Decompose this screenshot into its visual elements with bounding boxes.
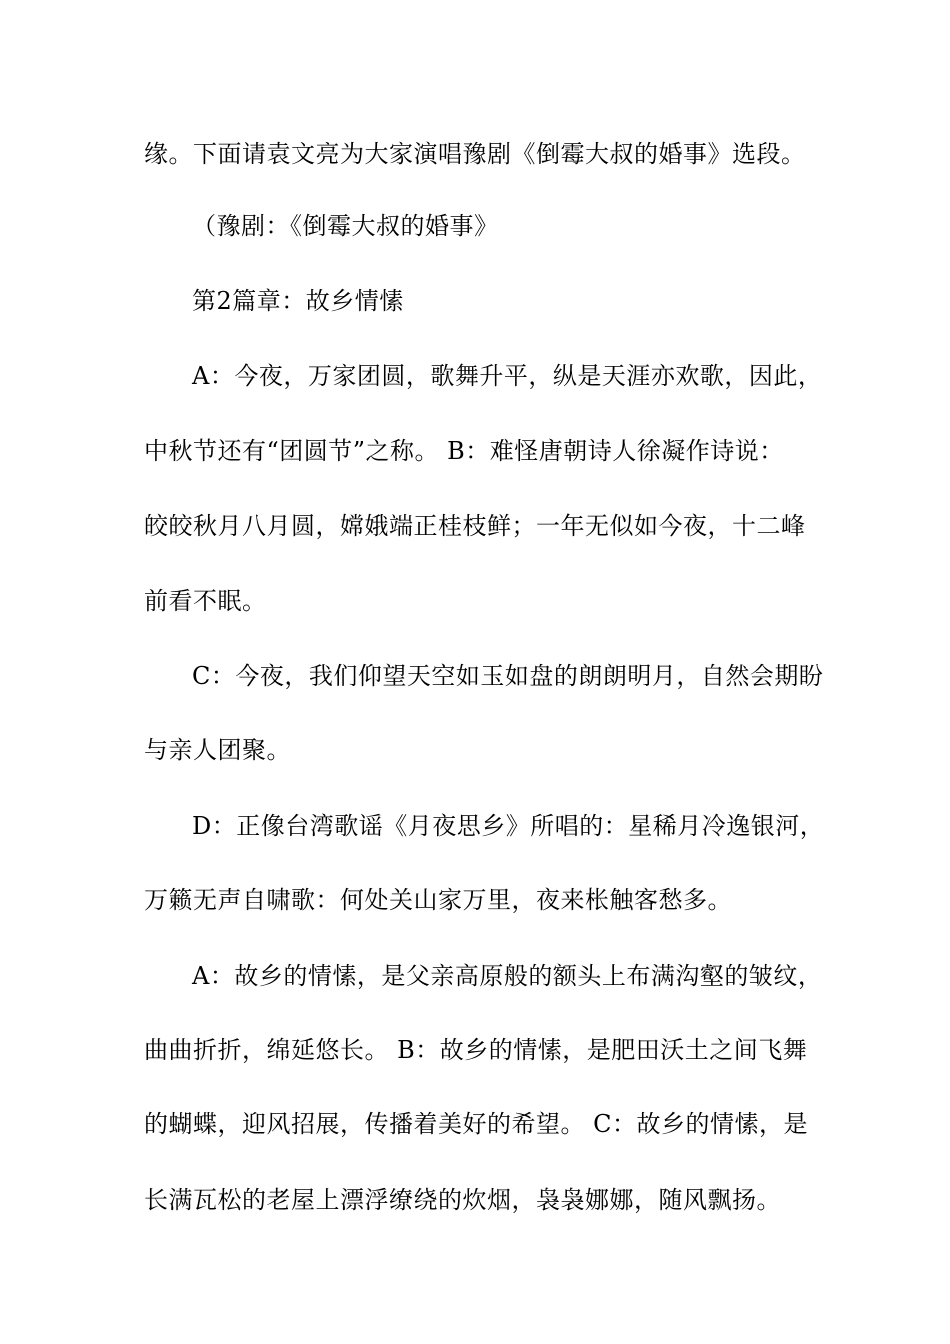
text-line-12: A：故乡的情愫，是父亲高原般的额头上布满沟壑的皱纹，	[192, 962, 823, 990]
section-heading: 第2篇章：故乡情愫	[192, 287, 404, 315]
text-line-6: 皎皎秋月八月圆，嫦娥端正桂枝鲜；一年无似如今夜，十二峰	[144, 512, 806, 540]
text-line-13: 曲曲折折，绵延悠长。 B：故乡的情愫，是肥田沃土之间飞舞	[144, 1036, 808, 1064]
text-line-10: D：正像台湾歌谣《月夜思乡》所唱的：星稀月冷逸银河，	[192, 812, 825, 840]
text-line-7: 前看不眠。	[144, 587, 267, 615]
text-line-9: 与亲人团聚。	[144, 736, 291, 764]
text-line-8: C：今夜，我们仰望天空如玉如盘的朗朗明月，自然会期盼	[192, 662, 824, 690]
text-line-2: （豫剧：《倒霉大叔的婚事》	[192, 212, 499, 240]
text-line-11: 万籁无声自啸歌：何处关山家万里，夜来枨触客愁多。	[144, 886, 732, 914]
text-line-14: 的蝴蝶，迎风招展，传播着美好的希望。 C：故乡的情愫，是	[144, 1110, 808, 1138]
text-line-5: 中秋节还有“团圆节”之称。 B：难怪唐朝诗人徐凝作诗说：	[144, 437, 784, 465]
text-line-15: 长满瓦松的老屋上漂浮缭绕的炊烟，袅袅娜娜，随风飘扬。	[144, 1186, 781, 1214]
text-line-1: 缘。下面请袁文亮为大家演唱豫剧《倒霉大叔的婚事》选段。	[144, 140, 806, 168]
text-line-4: A：今夜，万家团圆，歌舞升平，纵是天涯亦欢歌，因此，	[192, 362, 823, 390]
